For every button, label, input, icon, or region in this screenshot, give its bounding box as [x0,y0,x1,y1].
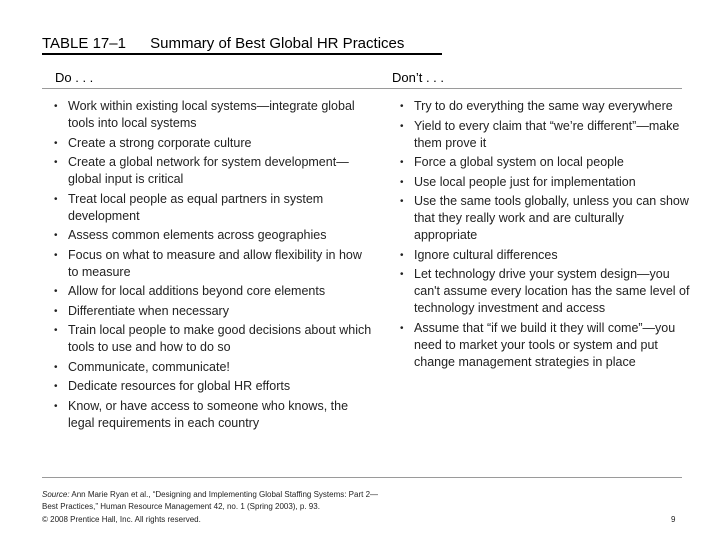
dont-item-text: Try to do everything the same way everywhere [414,99,673,113]
do-item-text: Dedicate resources for global HR efforts [68,379,291,393]
bullet-icon: • [54,101,58,112]
bullet-icon: • [400,157,404,168]
dont-item-text: Use the same tools globally, unless you can show that they really work and are culturally appropriate [414,194,689,242]
do-item [54,98,374,132]
do-item-text: Focus on what to measure and allow flexibility in how to measure [68,247,362,279]
page-number: 9 [671,515,676,524]
source-text: Ann Marie Ryan et al., “Designing and Implementing Global Staffing Systems: Part 2—Best Practices,” Human Resource Management 42, no. 1 (Spring 2003), p. 93. [42,490,379,511]
bullet-icon: • [400,269,404,280]
table-title-text: Summary of Best Global HR Practices [150,35,405,52]
bullet-icon: • [400,249,404,261]
dont-item-text: Ignore cultural differences [414,247,558,262]
do-item-text: Train local people to make good decisions about which tools to use and how to do so [68,323,372,354]
do-item [54,378,374,395]
do-item [54,283,374,300]
copyright: © 2008 Prentice Hall, Inc. All rights reserved. [42,515,201,524]
do-item-text: Treat local people as equal partners in system development [68,191,324,223]
dont-item-text: Use local people just for implementation [414,174,636,189]
bullet-icon: • [54,400,58,412]
do-item [54,322,374,356]
do-item [54,247,374,281]
bullet-icon: • [54,230,58,241]
do-heading: Do . . . [55,70,94,85]
do-item [54,398,374,432]
do-item-text: Communicate, communicate! [68,359,230,374]
dont-item-text: Let technology drive your system design—you can't assume every location has the same level of technology investment and access [414,267,690,315]
bullet-icon: • [400,322,404,334]
dont-item [400,118,690,152]
dont-item [400,193,690,244]
table-top-rule [42,88,682,89]
dont-item [400,154,690,171]
bullet-icon: • [400,176,404,188]
bullet-icon: • [54,249,58,261]
do-item [54,303,374,320]
do-item-text: Create a global network for system development— global input is critical [68,155,349,186]
do-item [54,135,374,152]
title-underline [42,53,442,55]
dont-item [400,247,690,264]
source-note [42,489,392,513]
do-list [54,98,374,434]
bullet-icon: • [54,193,58,205]
do-item-text: Work within existing local systems—integrate global tools into local systems [68,99,355,130]
bullet-icon: • [54,361,58,373]
do-item-text: Assess common elements across geographies [68,228,327,242]
table-number: TABLE 17–1 [42,35,126,52]
dont-list [400,98,690,373]
dont-item-text: Assume that “if we build it they will come”—you need to market your tools or system and put change management strategies in place [414,320,676,369]
bullet-icon: • [54,286,58,297]
dont-item [400,320,690,371]
do-item-text: Create a strong corporate culture [68,135,252,150]
bullet-icon: • [54,381,58,392]
bullet-icon: • [54,137,58,149]
do-item-text: Allow for local additions beyond core elements [68,284,326,298]
table-bottom-rule [42,477,682,478]
bullet-icon: • [400,120,404,132]
do-item [54,227,374,244]
bullet-icon: • [54,305,58,317]
bullet-icon: • [54,157,58,168]
bullet-icon: • [400,101,404,112]
table-title [42,35,404,52]
source-label: Source: [42,490,70,499]
do-item [54,191,374,225]
do-item [54,154,374,188]
dont-heading: Don’t . . . [392,70,445,85]
dont-item [400,266,690,317]
bullet-icon: • [54,325,58,336]
bullet-icon: • [400,196,404,207]
do-item [54,359,374,376]
dont-item-text: Force a global system on local people [414,155,624,169]
do-item-text: Know, or have access to someone who knows, the legal requirements in each country [68,398,349,430]
dont-item [400,98,690,115]
do-item-text: Differentiate when necessary [68,303,229,318]
dont-item-text: Yield to every claim that “we’re different”—make them prove it [414,118,680,150]
dont-item [400,174,690,191]
